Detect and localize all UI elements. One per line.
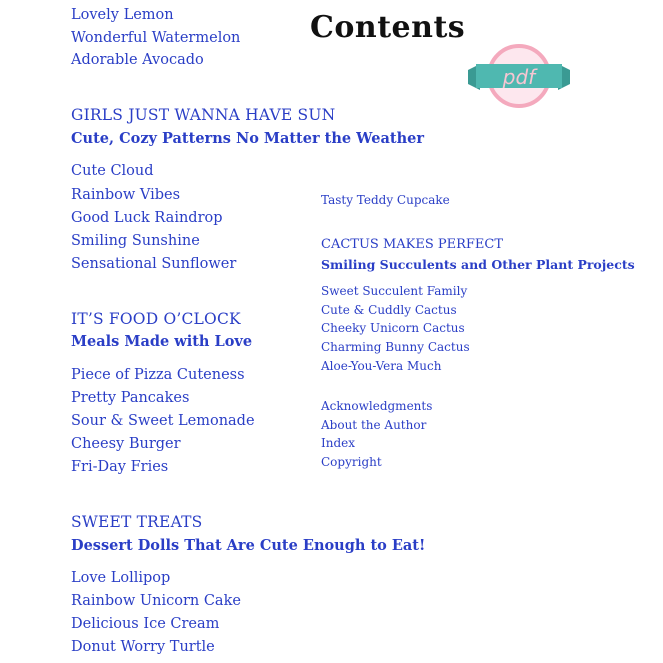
toc-link[interactable]: Cheeky Unicorn Cactus: [321, 321, 465, 335]
toc-link[interactable]: Index: [321, 436, 356, 450]
toc-link[interactable]: Love Lollipop: [71, 570, 171, 586]
toc-link[interactable]: Cute Cloud: [71, 163, 154, 179]
toc-link[interactable]: Rainbow Unicorn Cake: [71, 593, 241, 609]
toc-link[interactable]: About the Author: [321, 418, 427, 432]
section-heading[interactable]: SWEET TREATS: [71, 513, 203, 531]
section-subheading[interactable]: Smiling Succulents and Other Plant Projects: [321, 257, 635, 272]
toc-link[interactable]: Sensational Sunflower: [71, 256, 237, 272]
toc-link[interactable]: Sweet Succulent Family: [321, 284, 468, 298]
toc-link[interactable]: Pretty Pancakes: [71, 390, 190, 406]
toc-link[interactable]: Cheesy Burger: [71, 436, 181, 452]
section-subheading[interactable]: Dessert Dolls That Are Cute Enough to Eat!: [71, 537, 426, 554]
toc-link[interactable]: Donut Worry Turtle: [71, 639, 215, 655]
logo-text: pdf: [502, 65, 536, 89]
toc-link[interactable]: Cute & Cuddly Cactus: [321, 303, 457, 317]
section-subheading[interactable]: Meals Made with Love: [71, 333, 253, 350]
pdf-logo-icon: [466, 40, 572, 116]
section-heading[interactable]: CACTUS MAKES PERFECT: [321, 237, 504, 252]
toc-link[interactable]: Wonderful Watermelon: [71, 30, 241, 46]
section-heading[interactable]: GIRLS JUST WANNA HAVE SUN: [71, 106, 336, 124]
toc-link[interactable]: Rainbow Vibes: [71, 187, 181, 203]
toc-link[interactable]: Acknowledgments: [321, 399, 433, 413]
section-heading[interactable]: IT’S FOOD O’CLOCK: [71, 310, 241, 328]
toc-link[interactable]: Sour & Sweet Lemonade: [71, 413, 255, 429]
toc-link[interactable]: Good Luck Raindrop: [71, 210, 223, 226]
toc-link[interactable]: Piece of Pizza Cuteness: [71, 367, 245, 383]
toc-link[interactable]: Aloe-You-Vera Much: [321, 359, 442, 373]
pdf-logo: [466, 40, 572, 116]
toc-link[interactable]: Tasty Teddy Cupcake: [321, 193, 450, 207]
toc-link[interactable]: Delicious Ice Cream: [71, 616, 220, 632]
toc-link[interactable]: Charming Bunny Cactus: [321, 340, 470, 354]
toc-link[interactable]: Copyright: [321, 455, 382, 469]
toc-link[interactable]: Lovely Lemon: [71, 7, 174, 23]
section-subheading[interactable]: Cute, Cozy Patterns No Matter the Weather: [71, 130, 425, 147]
toc-link[interactable]: Adorable Avocado: [71, 52, 204, 68]
toc-link[interactable]: Smiling Sunshine: [71, 233, 200, 249]
page-title: Contents: [310, 10, 466, 45]
toc-link[interactable]: Fri-Day Fries: [71, 459, 169, 475]
